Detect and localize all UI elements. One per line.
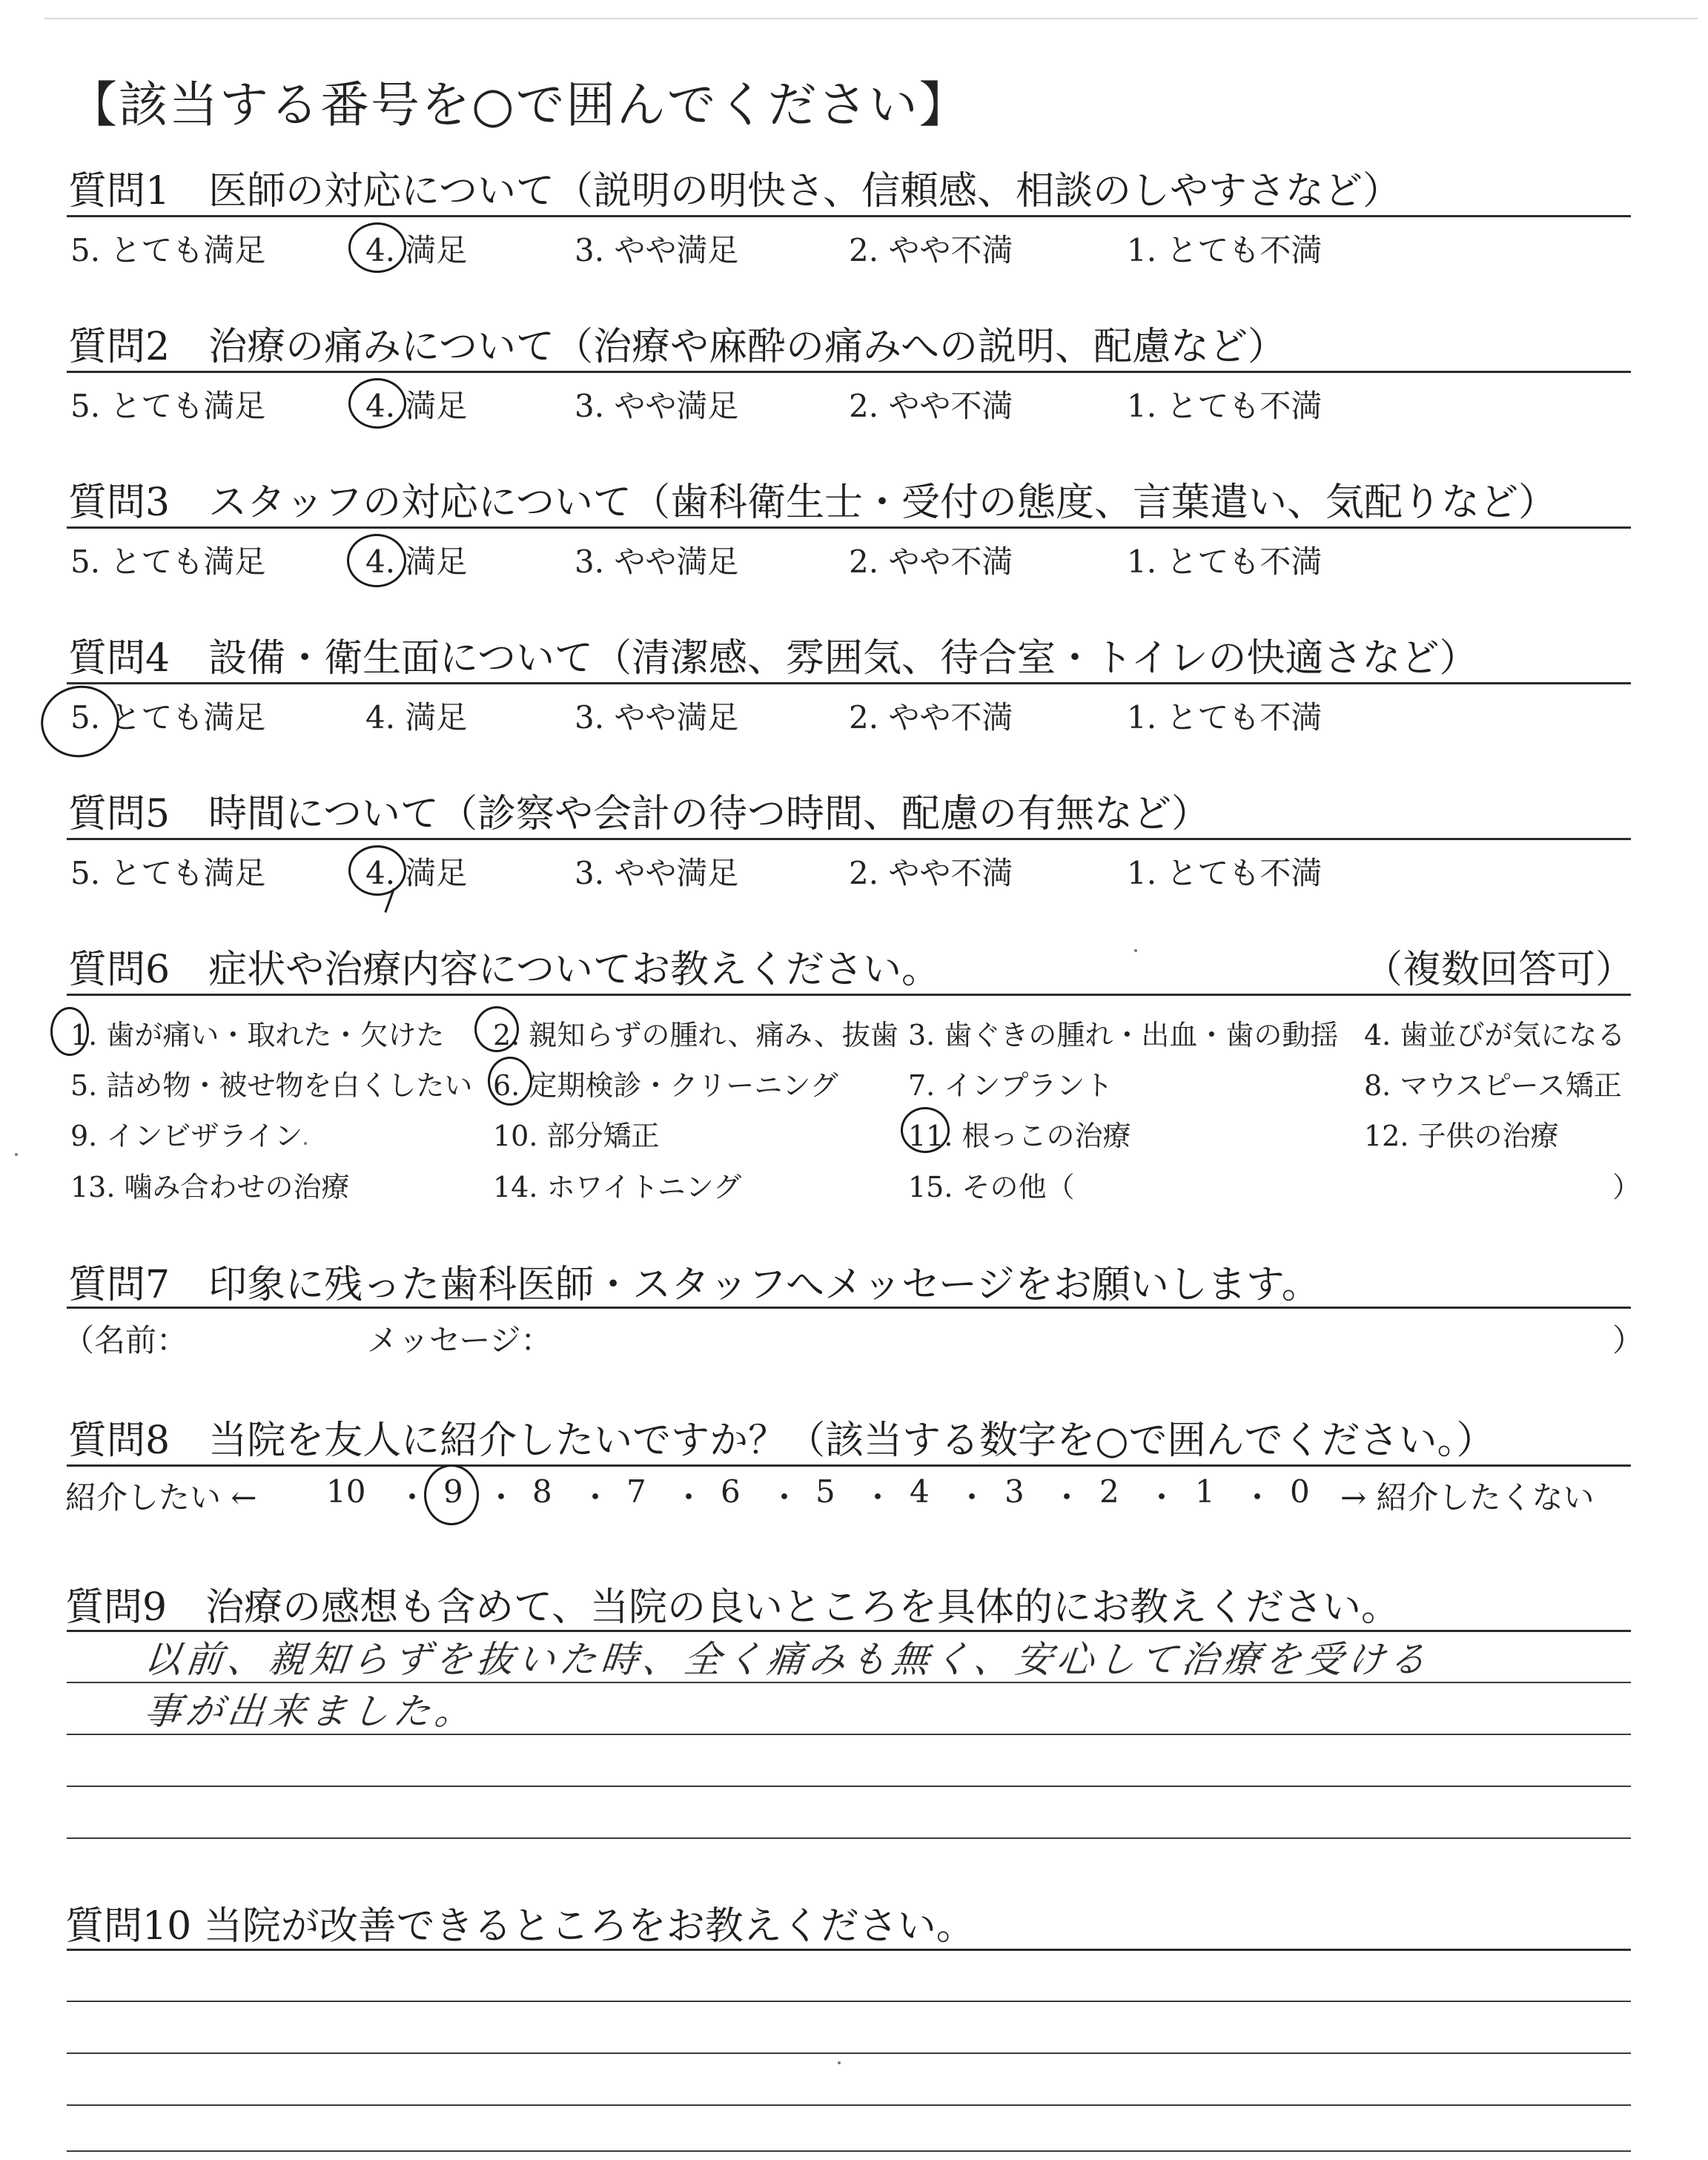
q6-option-6[interactable]: 6. 定期検診・クリーニング	[493, 1069, 838, 1102]
page-heading: 【該当する番号を○で囲んでください】	[68, 76, 970, 133]
q7-close-paren: ）	[1612, 1322, 1644, 1358]
q10-line	[67, 2052, 1631, 2054]
q6-option-14[interactable]: 14. ホワイトニング	[493, 1171, 742, 1203]
q1-title: 質問1 医師の対応について（説明の明快さ、信頼感、相談のしやすさなど）	[68, 169, 1401, 214]
q8-separator: ・	[1051, 1479, 1083, 1516]
q6-option-3[interactable]: 3. 歯ぐきの腫れ・出血・歯の動揺	[908, 1019, 1339, 1051]
q8-value-8[interactable]: 8	[532, 1473, 552, 1510]
q8-left-label: 紹介したい ←	[65, 1479, 257, 1516]
q8-answer-circle	[424, 1464, 479, 1525]
q8-separator: ・	[397, 1479, 428, 1516]
q6-answer-circle-11	[901, 1107, 950, 1153]
q8-value-3[interactable]: 3	[1004, 1473, 1025, 1510]
q1-rule	[67, 215, 1631, 217]
q8-separator: ・	[580, 1479, 612, 1516]
q3-option-2[interactable]: 2. やや不満	[849, 544, 1013, 580]
q1-option-2[interactable]: 2. やや不満	[849, 232, 1013, 268]
q6-option-1[interactable]: 1. 歯が痛い・取れた・欠けた	[70, 1019, 445, 1051]
q5-option-2[interactable]: 2. やや不満	[849, 855, 1013, 891]
q10-line	[67, 2001, 1631, 2002]
q6-other-close: ）	[1612, 1171, 1641, 1203]
q8-separator: ・	[1242, 1479, 1274, 1516]
q4-rule	[67, 682, 1631, 684]
q10-line	[67, 2150, 1631, 2152]
q4-option-3[interactable]: 3. やや満足	[575, 699, 739, 736]
q8-title: 質問8 当院を友人に紹介したいですか？（該当する数字を○で囲んでください。）	[68, 1418, 1495, 1463]
q4-option-5[interactable]: 5. とても満足	[70, 699, 266, 736]
q10-rule	[67, 1949, 1631, 1951]
q7-name-label: （名前：	[63, 1322, 188, 1358]
q6-option-9[interactable]: 9. インビザライン	[70, 1120, 303, 1152]
q8-rule	[67, 1464, 1631, 1467]
q3-option-1[interactable]: 1. とても不満	[1127, 544, 1323, 580]
q4-title: 質問4 設備・衛生面について（清潔感、雰囲気、待合室・トイレの快適さなど）	[68, 636, 1478, 681]
q2-title: 質問2 治療の痛みについて（治療や麻酔の痛みへの説明、配慮など）	[68, 325, 1287, 369]
q5-rule	[67, 838, 1631, 840]
q6-option-5[interactable]: 5. 詰め物・被せ物を白くしたい	[70, 1069, 473, 1102]
q9-line	[67, 1734, 1631, 1735]
q1-option-5[interactable]: 5. とても満足	[70, 232, 266, 268]
q6-option-7[interactable]: 7. インプラント	[908, 1069, 1113, 1102]
q1-option-4[interactable]: 4. 満足	[365, 232, 468, 268]
q9-line	[67, 1837, 1631, 1839]
q6-option-13[interactable]: 13. 噛み合わせの治療	[70, 1171, 350, 1203]
q3-title: 質問3 スタッフの対応について（歯科衛生士・受付の態度、言葉遣い、気配りなど）	[68, 480, 1558, 525]
q7-message-label: メッセージ：	[367, 1322, 552, 1358]
q8-separator: ・	[862, 1479, 894, 1516]
q3-option-3[interactable]: 3. やや満足	[575, 544, 739, 580]
q8-value-0[interactable]: 0	[1290, 1473, 1310, 1510]
q9-handwritten-line-1: 以前、親知らずを抜いた時、全く痛みも無く、安心して治療を受ける	[142, 1638, 1433, 1681]
q2-option-2[interactable]: 2. やや不満	[849, 388, 1013, 424]
q6-option-4[interactable]: 4. 歯並びが気になる	[1364, 1019, 1626, 1051]
q6-option-2[interactable]: 2. 親知らずの腫れ、痛み、抜歯	[493, 1019, 898, 1051]
q4-answer-circle	[34, 678, 126, 764]
q6-note: （複数回答可）	[1364, 948, 1635, 992]
q8-value-1[interactable]: 1	[1195, 1473, 1215, 1510]
q8-value-6[interactable]: 6	[721, 1473, 741, 1510]
q8-value-10[interactable]: 10	[326, 1473, 366, 1510]
scan-speck	[304, 1142, 307, 1145]
scan-speck	[15, 1153, 18, 1156]
scan-speck	[838, 2061, 841, 2064]
q6-option-10[interactable]: 10. 部分矯正	[493, 1120, 660, 1152]
q7-title: 質問7 印象に残った歯科医師・スタッフへメッセージをお願いします。	[68, 1263, 1320, 1307]
q1-option-1[interactable]: 1. とても不満	[1127, 232, 1323, 268]
q6-option-12[interactable]: 12. 子供の治療	[1364, 1120, 1559, 1152]
q8-separator: ・	[673, 1479, 705, 1516]
q4-option-1[interactable]: 1. とても不満	[1127, 699, 1323, 736]
q7-rule	[67, 1307, 1631, 1309]
q5-option-3[interactable]: 3. やや満足	[575, 855, 739, 891]
q6-answer-circle-6	[488, 1057, 532, 1106]
q3-answer-circle	[347, 534, 406, 587]
q6-answer-circle-2	[474, 1006, 519, 1052]
q5-option-4[interactable]: 4. 満足	[365, 855, 468, 891]
q4-option-2[interactable]: 2. やや不満	[849, 699, 1013, 736]
q8-separator: ・	[486, 1479, 517, 1516]
q5-option-5[interactable]: 5. とても満足	[70, 855, 266, 891]
q9-handwritten-line-2: 事が出来ました。	[142, 1690, 479, 1733]
q8-value-2[interactable]: 2	[1099, 1473, 1119, 1510]
q2-answer-circle	[348, 378, 406, 429]
q10-title: 質問10 当院が改善できるところをお教えください。	[65, 1904, 975, 1949]
q4-option-4[interactable]: 4. 満足	[365, 699, 468, 736]
q2-option-3[interactable]: 3. やや満足	[575, 388, 739, 424]
q3-rule	[67, 526, 1631, 529]
q2-option-4[interactable]: 4. 満足	[365, 388, 468, 424]
top-border	[44, 18, 1698, 19]
q2-option-5[interactable]: 5. とても満足	[70, 388, 266, 424]
q9-line	[67, 1786, 1631, 1787]
q8-right-label: → 紹介したくない	[1340, 1479, 1595, 1516]
q8-separator: ・	[769, 1479, 801, 1516]
q5-title: 質問5 時間について（診察や会計の待つ時間、配慮の有無など）	[68, 792, 1211, 836]
q8-separator: ・	[1146, 1479, 1178, 1516]
q6-title: 質問6 症状や治療内容についてお教えください。	[68, 948, 941, 992]
q6-option-8[interactable]: 8. マウスピース矯正	[1364, 1069, 1622, 1102]
q2-rule	[67, 371, 1631, 373]
q6-rule	[67, 994, 1631, 996]
q6-option-11[interactable]: 11. 根っこの治療	[908, 1120, 1131, 1152]
q8-value-9[interactable]: 9	[443, 1473, 463, 1510]
q8-value-7[interactable]: 7	[626, 1473, 646, 1510]
q1-answer-circle	[348, 222, 406, 273]
q9-title: 質問9 治療の感想も含めて、当院の良いところを具体的にお教えください。	[65, 1585, 1400, 1630]
q3-option-5[interactable]: 5. とても満足	[70, 544, 266, 580]
q8-value-5[interactable]: 5	[815, 1473, 835, 1510]
q8-separator: ・	[956, 1479, 988, 1516]
q3-option-4[interactable]: 4. 満足	[365, 544, 468, 580]
scan-speck	[1134, 949, 1137, 952]
q1-option-3[interactable]: 3. やや満足	[575, 232, 739, 268]
q8-value-4[interactable]: 4	[910, 1473, 930, 1510]
q6-option-15[interactable]: 15. その他（	[908, 1171, 1075, 1203]
q5-answer-circle	[348, 845, 406, 896]
q6-answer-circle-1	[50, 1007, 89, 1056]
q5-option-1[interactable]: 1. とても不満	[1127, 855, 1323, 891]
q10-line	[67, 2104, 1631, 2106]
q2-option-1[interactable]: 1. とても不満	[1127, 388, 1323, 424]
